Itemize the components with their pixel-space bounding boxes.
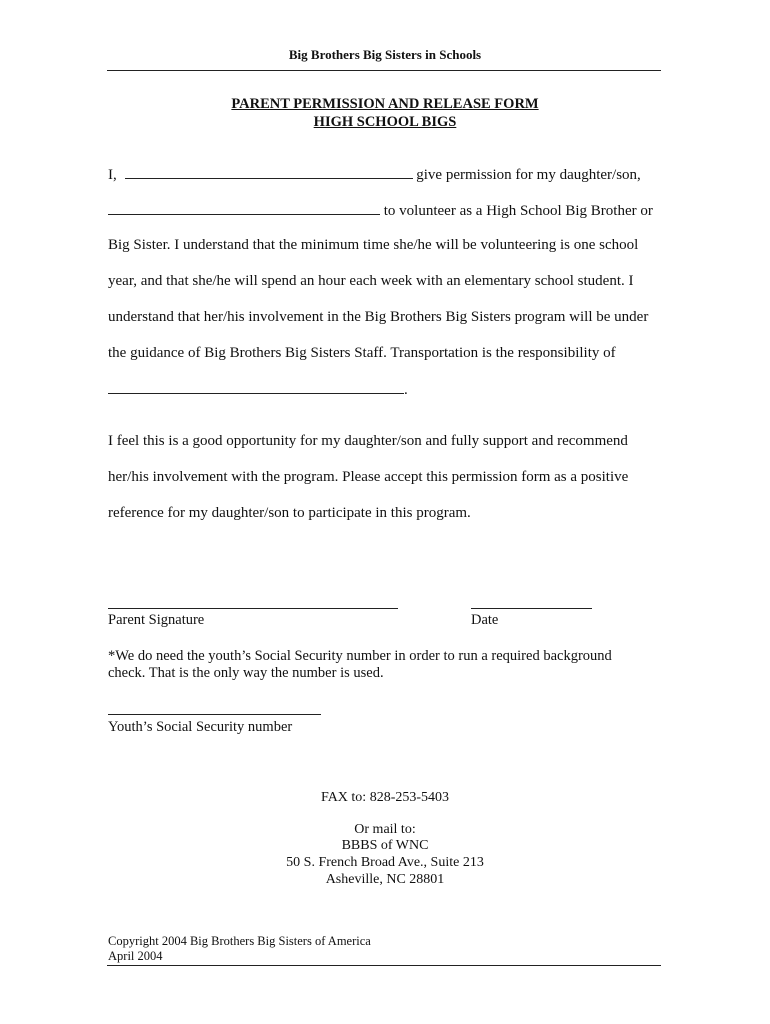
volunteer-text: to volunteer as a High School Big Brother or xyxy=(383,203,653,219)
support-line-1: I feel this is a good opportunity for my daughter/son and fully support and recommend xyxy=(108,433,628,449)
footer-divider xyxy=(107,965,661,966)
mail-org: BBBS of WNC xyxy=(341,838,429,853)
parent-signature-label: Parent Signature xyxy=(108,612,205,628)
footer-date: April 2004 xyxy=(108,949,163,963)
permission-line-2 xyxy=(108,202,653,220)
parent-name-field[interactable] xyxy=(125,166,413,179)
transportation-field[interactable] xyxy=(108,381,404,394)
mail-street: 50 S. French Broad Ave., Suite 213 xyxy=(286,855,484,870)
parent-signature-field[interactable] xyxy=(108,608,398,609)
ssn-note-line-2: check. That is the only way the number is used. xyxy=(108,665,384,681)
ssn-note-line-1: *We do need the youth’s Social Security number in order to run a required background xyxy=(108,648,612,664)
permission-line-1 xyxy=(108,166,641,184)
permission-line-6: the guidance of Big Brothers Big Sisters Staff. Transportation is the responsibility of xyxy=(108,345,616,361)
form-title-line2: HIGH SCHOOL BIGS xyxy=(313,114,457,130)
permission-line-5: understand that her/his involvement in the Big Brothers Big Sisters program will be under xyxy=(108,309,649,325)
ssn-label: Youth’s Social Security number xyxy=(108,719,293,735)
header-divider xyxy=(107,70,661,71)
permission-suffix: give permission for my daughter/son, xyxy=(416,167,641,183)
fax-number: FAX to: 828-253-5403 xyxy=(320,790,450,805)
mail-city: Asheville, NC 28801 xyxy=(325,872,445,887)
form-title-line1: PARENT PERMISSION AND RELEASE FORM xyxy=(231,96,539,112)
transportation-period: . xyxy=(404,382,408,398)
permission-line-4: year, and that she/he will spend an hour each week with an elementary school student. I xyxy=(108,273,634,289)
footer-copyright: Copyright 2004 Big Brothers Big Sisters of America xyxy=(108,934,371,948)
youth-name-field[interactable] xyxy=(108,202,380,215)
date-field[interactable] xyxy=(471,608,592,609)
permission-prefix: I, xyxy=(108,167,117,183)
support-line-3: reference for my daughter/son to participate in this program. xyxy=(108,505,471,521)
support-line-2: her/his involvement with the program. Please accept this permission form as a positive xyxy=(108,469,629,485)
date-label: Date xyxy=(471,612,499,628)
mail-intro: Or mail to: xyxy=(354,822,416,837)
permission-line-7 xyxy=(108,381,408,399)
permission-line-3: Big Sister. I understand that the minimum time she/he will be volunteering is one school xyxy=(108,237,639,253)
ssn-field[interactable] xyxy=(108,714,321,715)
header-title: Big Brothers Big Sisters in Schools xyxy=(288,47,482,62)
